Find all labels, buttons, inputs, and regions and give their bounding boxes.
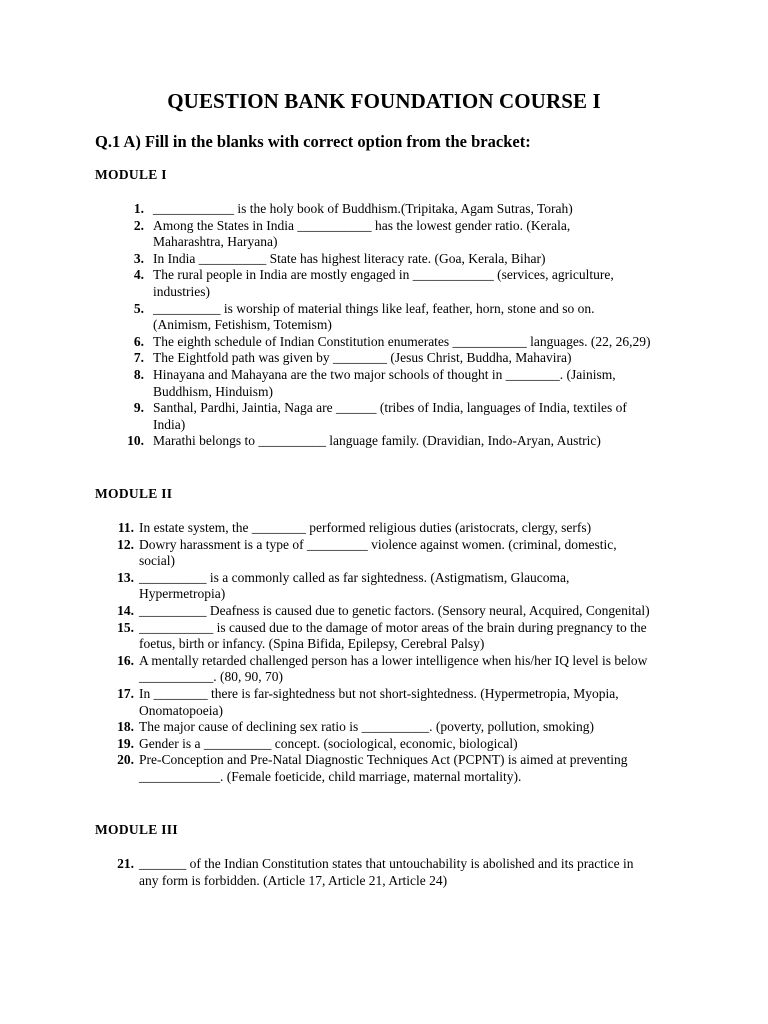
question-item: [0, 201, 768, 218]
question-number: 20.: [117, 752, 134, 768]
module-heading: MODULE I: [95, 167, 167, 182]
question-number: 19.: [117, 735, 134, 751]
question-number: 15.: [117, 619, 134, 635]
question-list-module-3: [0, 856, 768, 889]
question-text: Pre-Conception and Pre-Natal Diagnostic Techniques Act (PCPNT) is aimed at preventing ____________. (Female foeticide, child marriage, maternal mortality).: [139, 752, 628, 784]
question-number: 6.: [133, 333, 144, 349]
question-number: 1.: [133, 201, 144, 216]
question-item: [0, 301, 768, 334]
question-item: [0, 653, 768, 686]
question-item: [0, 537, 768, 570]
question-number: 4.: [133, 267, 144, 283]
question-item: [0, 520, 768, 537]
question-text: Dowry harassment is a type of _________ violence against women. (criminal, domestic, social): [139, 536, 617, 569]
question-item: [0, 719, 768, 736]
question-text: __________ is a commonly called as far sightedness. (Astigmatism, Glaucoma, Hypermetropia): [139, 569, 570, 602]
question-text: __________ is worship of material things like leaf, feather, horn, stone and so on. (Animism, Fetishism, Totemism): [153, 300, 595, 333]
question-number: 11.: [117, 520, 134, 535]
module-heading: MODULE III: [95, 822, 178, 837]
question-text: In ________ there is far-sightedness but not short-sightedness. (Hypermetropia, Myopia, Onomatopoeia): [139, 685, 619, 718]
question-number: 14.: [117, 602, 134, 618]
question-item: [0, 334, 768, 351]
question-number: 5.: [133, 300, 144, 316]
question-item: [0, 736, 768, 753]
question-number: 21.: [117, 856, 134, 871]
question-item: [0, 752, 768, 785]
question-text: In India __________ State has highest literacy rate. (Goa, Kerala, Bihar): [153, 250, 546, 266]
question-text: The major cause of declining sex ratio is __________. (poverty, pollution, smoking): [139, 719, 595, 735]
question-number: 2.: [133, 217, 144, 233]
question-text: ____________ is the holy book of Buddhism.(Tripitaka, Agam Sutras, Torah): [153, 201, 573, 216]
question-number: 17.: [117, 685, 134, 701]
question-text: Gender is a __________ concept. (sociological, economic, biological): [139, 735, 518, 751]
question-text: Santhal, Pardhi, Jaintia, Naga are ______ (tribes of India, languages of India, textiles of India): [153, 400, 627, 432]
question-item: [0, 350, 768, 367]
question-item: [0, 400, 768, 433]
question-number: 13.: [117, 569, 134, 585]
question-item: [0, 218, 768, 251]
question-number: 10.: [127, 433, 144, 449]
question-number: 8.: [133, 366, 144, 382]
question-item: [0, 367, 768, 400]
question-item: [0, 686, 768, 719]
question-number: 18.: [117, 719, 134, 735]
question-text: The Eightfold path was given by ________ (Jesus Christ, Buddha, Mahavira): [153, 350, 572, 366]
question-item: [0, 433, 768, 450]
question-item: [0, 267, 768, 300]
question-item: [0, 570, 768, 603]
question-text: In estate system, the ________ performed religious duties (aristocrats, clergy, serfs): [139, 520, 592, 535]
question-text: A mentally retarded challenged person has a lower intelligence when his/her IQ level is below ___________. (80, 90, 70): [139, 652, 648, 685]
document-title: QUESTION BANK FOUNDATION COURSE I: [167, 89, 601, 113]
question-text: __________ Deafness is caused due to genetic factors. (Sensory neural, Acquired, Congenital): [139, 602, 650, 618]
question-text: ___________ is caused due to the damage of motor areas of the brain during pregnancy to the foetus, birth or infancy. (Spina Bifida, Epilepsy, Cerebral Palsy): [139, 619, 647, 652]
question-item: [0, 856, 768, 889]
question-number: 3.: [133, 250, 144, 266]
question-text: The eighth schedule of Indian Constitution enumerates ___________ languages. (22, 26,29): [153, 333, 651, 349]
question-item: [0, 603, 768, 620]
question-text: Marathi belongs to __________ language family. (Dravidian, Indo-Aryan, Austric): [153, 433, 601, 449]
question-number: 16.: [117, 652, 134, 668]
question-text: The rural people in India are mostly engaged in ____________ (services, agriculture, industries): [153, 267, 614, 299]
question-heading: Q.1 A) Fill in the blanks with correct option from the bracket:: [95, 132, 531, 151]
question-list-module-1: [0, 201, 768, 450]
module-heading: MODULE II: [95, 486, 173, 501]
question-item: [0, 251, 768, 268]
question-text: _______ of the Indian Constitution states that untouchability is abolished and its practice in any form is forbidden. (Article 17, Article 21, Article 24): [139, 856, 634, 888]
question-text: Among the States in India ___________ has the lowest gender ratio. (Kerala, Maharashtra, Haryana): [153, 217, 571, 250]
question-number: 9.: [133, 400, 144, 416]
question-item: [0, 620, 768, 653]
question-number: 12.: [117, 536, 134, 552]
question-list-module-2: [0, 520, 768, 786]
question-number: 7.: [133, 350, 144, 366]
question-text: Hinayana and Mahayana are the two major schools of thought in ________. (Jainism, Buddhism, Hinduism): [153, 366, 616, 399]
